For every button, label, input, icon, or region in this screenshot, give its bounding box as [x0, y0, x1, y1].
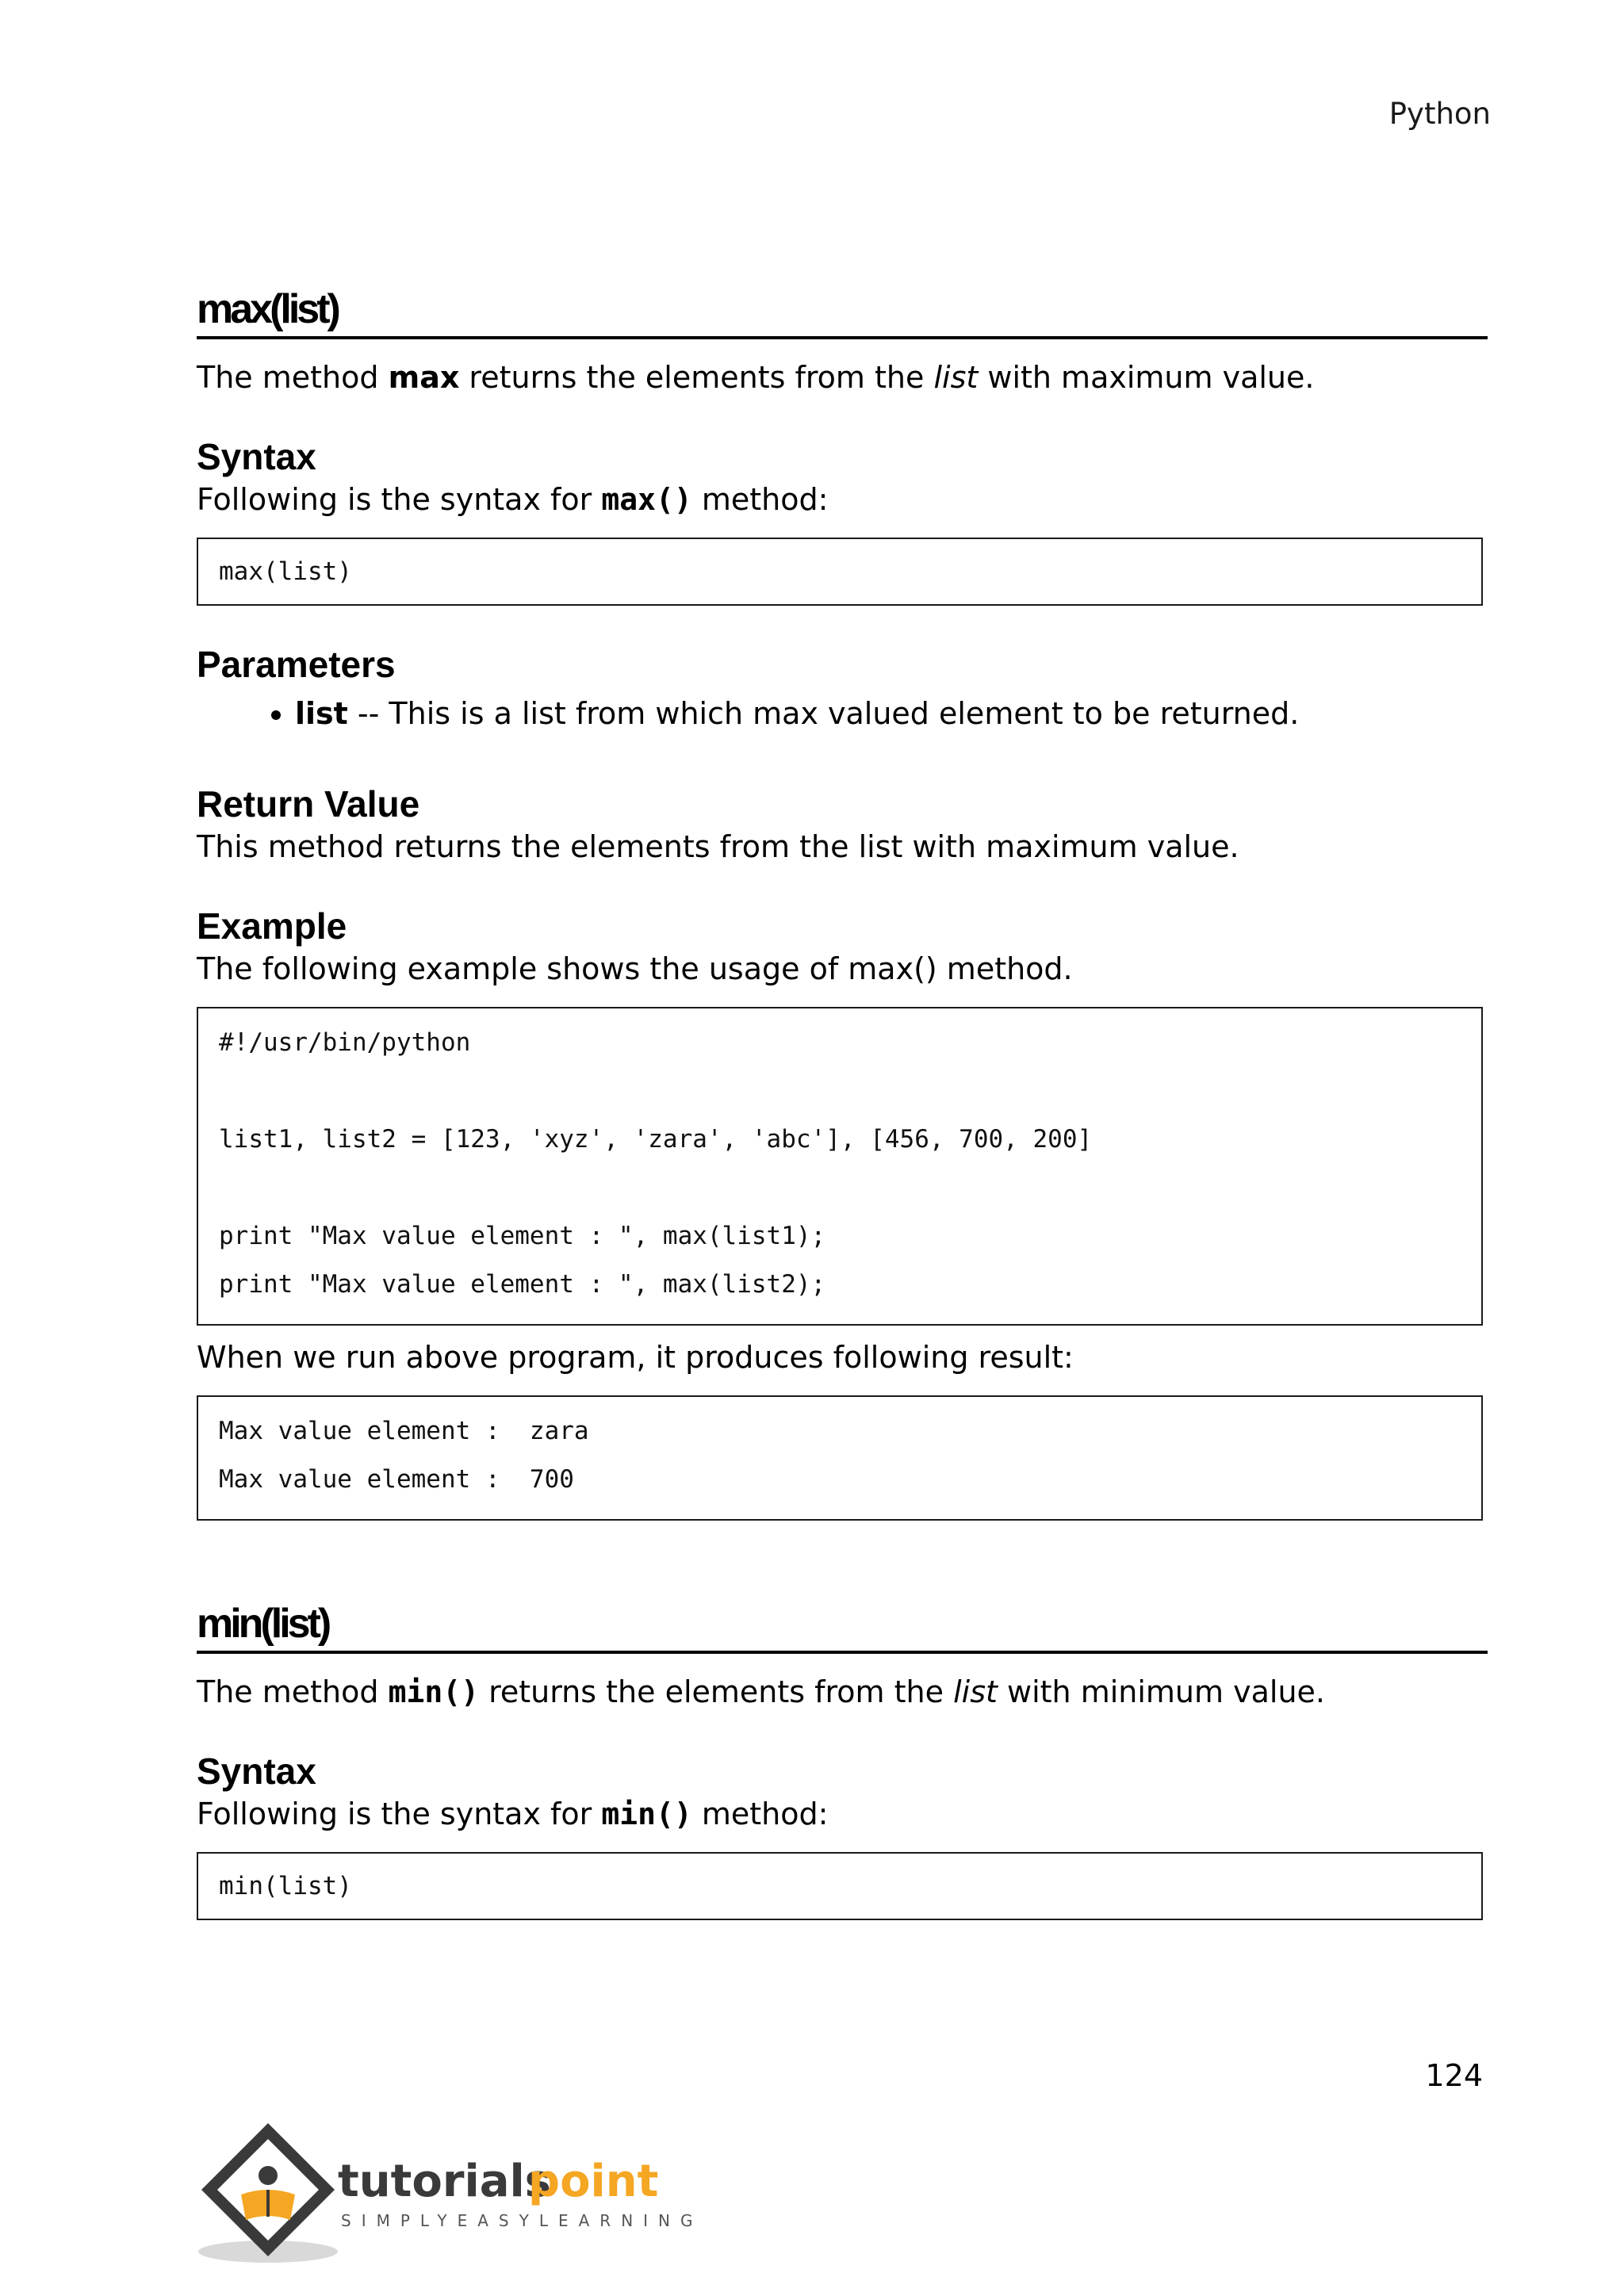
logo-tagline: SIMPLYEASYLEARNING: [341, 2211, 703, 2230]
example-heading: Example: [197, 905, 347, 947]
syntax-heading-max: Syntax: [197, 436, 316, 477]
parameter-name: list: [295, 696, 348, 731]
syntax-code-box-min: [197, 1852, 1483, 1920]
syntax-heading-min: Syntax: [197, 1751, 316, 1792]
code-line: print "Max value element : ", max(list1);: [219, 1222, 826, 1250]
code-line: [219, 1168, 1461, 1216]
running-header: Python: [1388, 97, 1491, 131]
syntax-intro-max: [197, 479, 1483, 520]
syntax-text: method:: [691, 482, 829, 517]
syntax-text: method:: [691, 1797, 829, 1831]
syntax-text: Following is the syntax for: [197, 482, 602, 517]
parameter-desc: -- This is a list from which max valued element to be returned.: [347, 696, 1300, 731]
logo-text-tutorials: tutorials: [338, 2156, 552, 2207]
desc-text: The method: [197, 360, 389, 395]
desc-bold: min(): [388, 1674, 479, 1709]
desc-text: returns the elements from the: [478, 1674, 954, 1709]
desc-text: returns the elements from the: [459, 360, 934, 395]
syntax-text: Following is the syntax for: [197, 1797, 602, 1831]
logo-text-point: point: [528, 2156, 659, 2207]
return-value-text: This method returns the elements from the list with maximum value.: [197, 829, 1239, 864]
syntax-code-box-max: [197, 538, 1483, 606]
code-line: Max value element : zara: [219, 1417, 589, 1445]
example-code-box: [197, 1007, 1483, 1326]
logo-svg: [195, 2118, 703, 2269]
syntax-bold: max(): [601, 482, 692, 517]
result-intro: When we run above program, it produces following result:: [197, 1340, 1074, 1375]
desc-text: with minimum value.: [997, 1674, 1325, 1709]
min-description: [197, 1671, 1483, 1712]
logo-person-head-icon: [259, 2166, 278, 2185]
syntax-intro-min: [197, 1793, 1483, 1835]
code-line: list1, list2 = [123, 'xyz', 'zara', 'abc'], [456, 700, 200]: [219, 1125, 1093, 1154]
desc-bold: max: [388, 360, 460, 395]
section-title-min: min(list): [197, 1600, 1488, 1654]
section-title-max: max(list): [197, 285, 1488, 339]
parameter-item: [295, 693, 1483, 734]
code-line: Max value element : 700: [219, 1465, 574, 1494]
parameters-heading: Parameters: [197, 644, 396, 685]
parameters-list: [197, 693, 1483, 734]
max-description: [197, 357, 1483, 398]
page-content: [197, 285, 1483, 1920]
example-intro: The following example shows the usage of max() method.: [197, 951, 1073, 986]
desc-italic: list: [953, 1674, 998, 1709]
code-line: max(list): [219, 557, 352, 586]
return-value-heading: Return Value: [197, 783, 420, 825]
desc-text: The method: [197, 1674, 389, 1709]
desc-italic: list: [933, 360, 979, 395]
code-line: [219, 1071, 1461, 1119]
page-number: 124: [1425, 2058, 1483, 2093]
code-line: print "Max value element : ", max(list2);: [219, 1270, 826, 1299]
code-line: #!/usr/bin/python: [219, 1028, 471, 1057]
code-line: min(list): [219, 1872, 352, 1900]
tutorialspoint-logo: [195, 2118, 703, 2272]
syntax-bold: min(): [601, 1797, 692, 1831]
desc-text: with maximum value.: [978, 360, 1315, 395]
result-code-box: [197, 1395, 1483, 1521]
